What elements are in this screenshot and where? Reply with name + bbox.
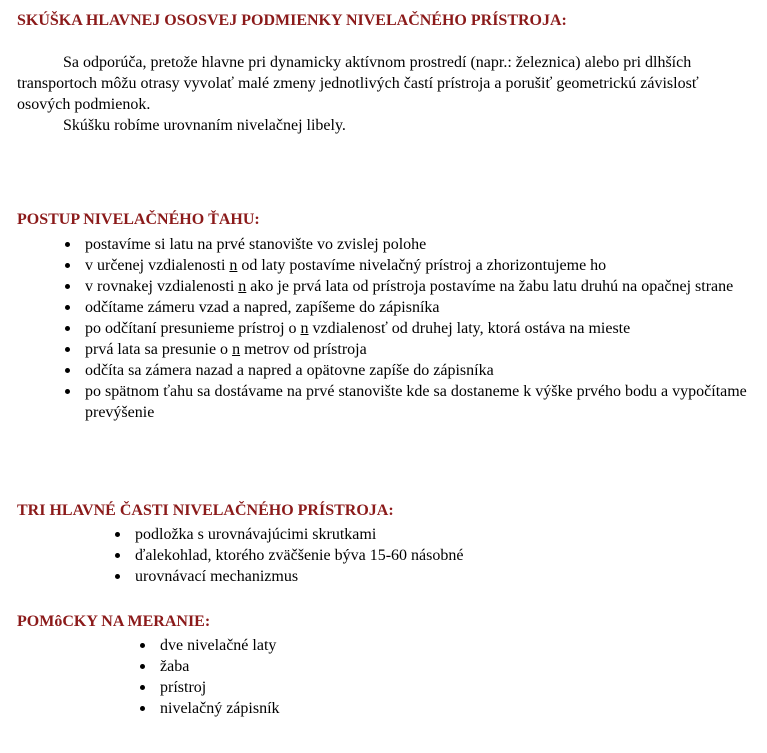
list-item: po odčítaní presunieme prístroj o n vzdialenosť od druhej laty, ktorá ostáva na mieste: [62, 318, 762, 339]
section-title-instrument-parts: TRI HLAVNÉ ČASTI NIVELAČNÉHO PRÍSTROJA:: [17, 502, 394, 519]
list-item: v určenej vzdialenosti n od laty postavíme nivelačný prístroj a zhorizontujeme ho: [62, 255, 762, 276]
list-item: odčíta sa zámera nazad a napred a opätovne zapíše do zápisníka: [62, 360, 762, 381]
paragraph: Skúšku robíme urovnaním nivelačnej libely.: [63, 117, 346, 134]
list-item: postavíme si latu na prvé stanovište vo zvislej polohe: [62, 234, 762, 255]
section-title-measuring-tools: POMôCKY NA MERANIE:: [17, 613, 211, 630]
list-item: dve nivelačné laty: [137, 635, 737, 656]
list-item: prístroj: [137, 677, 737, 698]
list-item: ďalekohlad, ktorého zväčšenie býva 15-60 násobné: [112, 545, 752, 566]
list-item: po spätnom ťahu sa dostávame na prvé stanovište kde sa dostaneme k výške prvého bodu a vypočítame prevýšenie: [62, 381, 762, 423]
list-item: prvá lata sa presunie o n metrov od prístroja: [62, 339, 762, 360]
list-item: urovnávací mechanizmus: [112, 566, 752, 587]
list-item: nivelačný zápisník: [137, 698, 737, 719]
procedure-list: [62, 234, 762, 423]
instrument-parts-list: [112, 524, 752, 587]
list-item: žaba: [137, 656, 737, 677]
section-title-leveling-procedure: POSTUP NIVELAČNÉHO ŤAHU:: [17, 211, 260, 228]
section-title-leveling-test: SKÚŠKA HLAVNEJ OSOSVEJ PODMIENKY NIVELAČNÉHO PRÍSTROJA:: [17, 12, 567, 29]
list-item: podložka s urovnávajúcimi skrutkami: [112, 524, 752, 545]
list-item: odčítame zámeru vzad a napred, zapíšeme do zápisníka: [62, 297, 762, 318]
measuring-tools-list: [137, 635, 737, 719]
leveling-test-text: [17, 52, 752, 136]
paragraph: Sa odporúča, pretože hlavne pri dynamicky aktívnom prostredí (napr.: železnica) alebo pri dlhších transportoch môžu otrasy vyvolať malé zmeny jednotlivých častí prístroja a porušiť geometrickú závislosť osových podmienok.: [17, 54, 699, 113]
list-item: v rovnakej vzdialenosti n ako je prvá lata od prístroja postavíme na žabu latu druhú na opačnej strane: [62, 276, 762, 297]
